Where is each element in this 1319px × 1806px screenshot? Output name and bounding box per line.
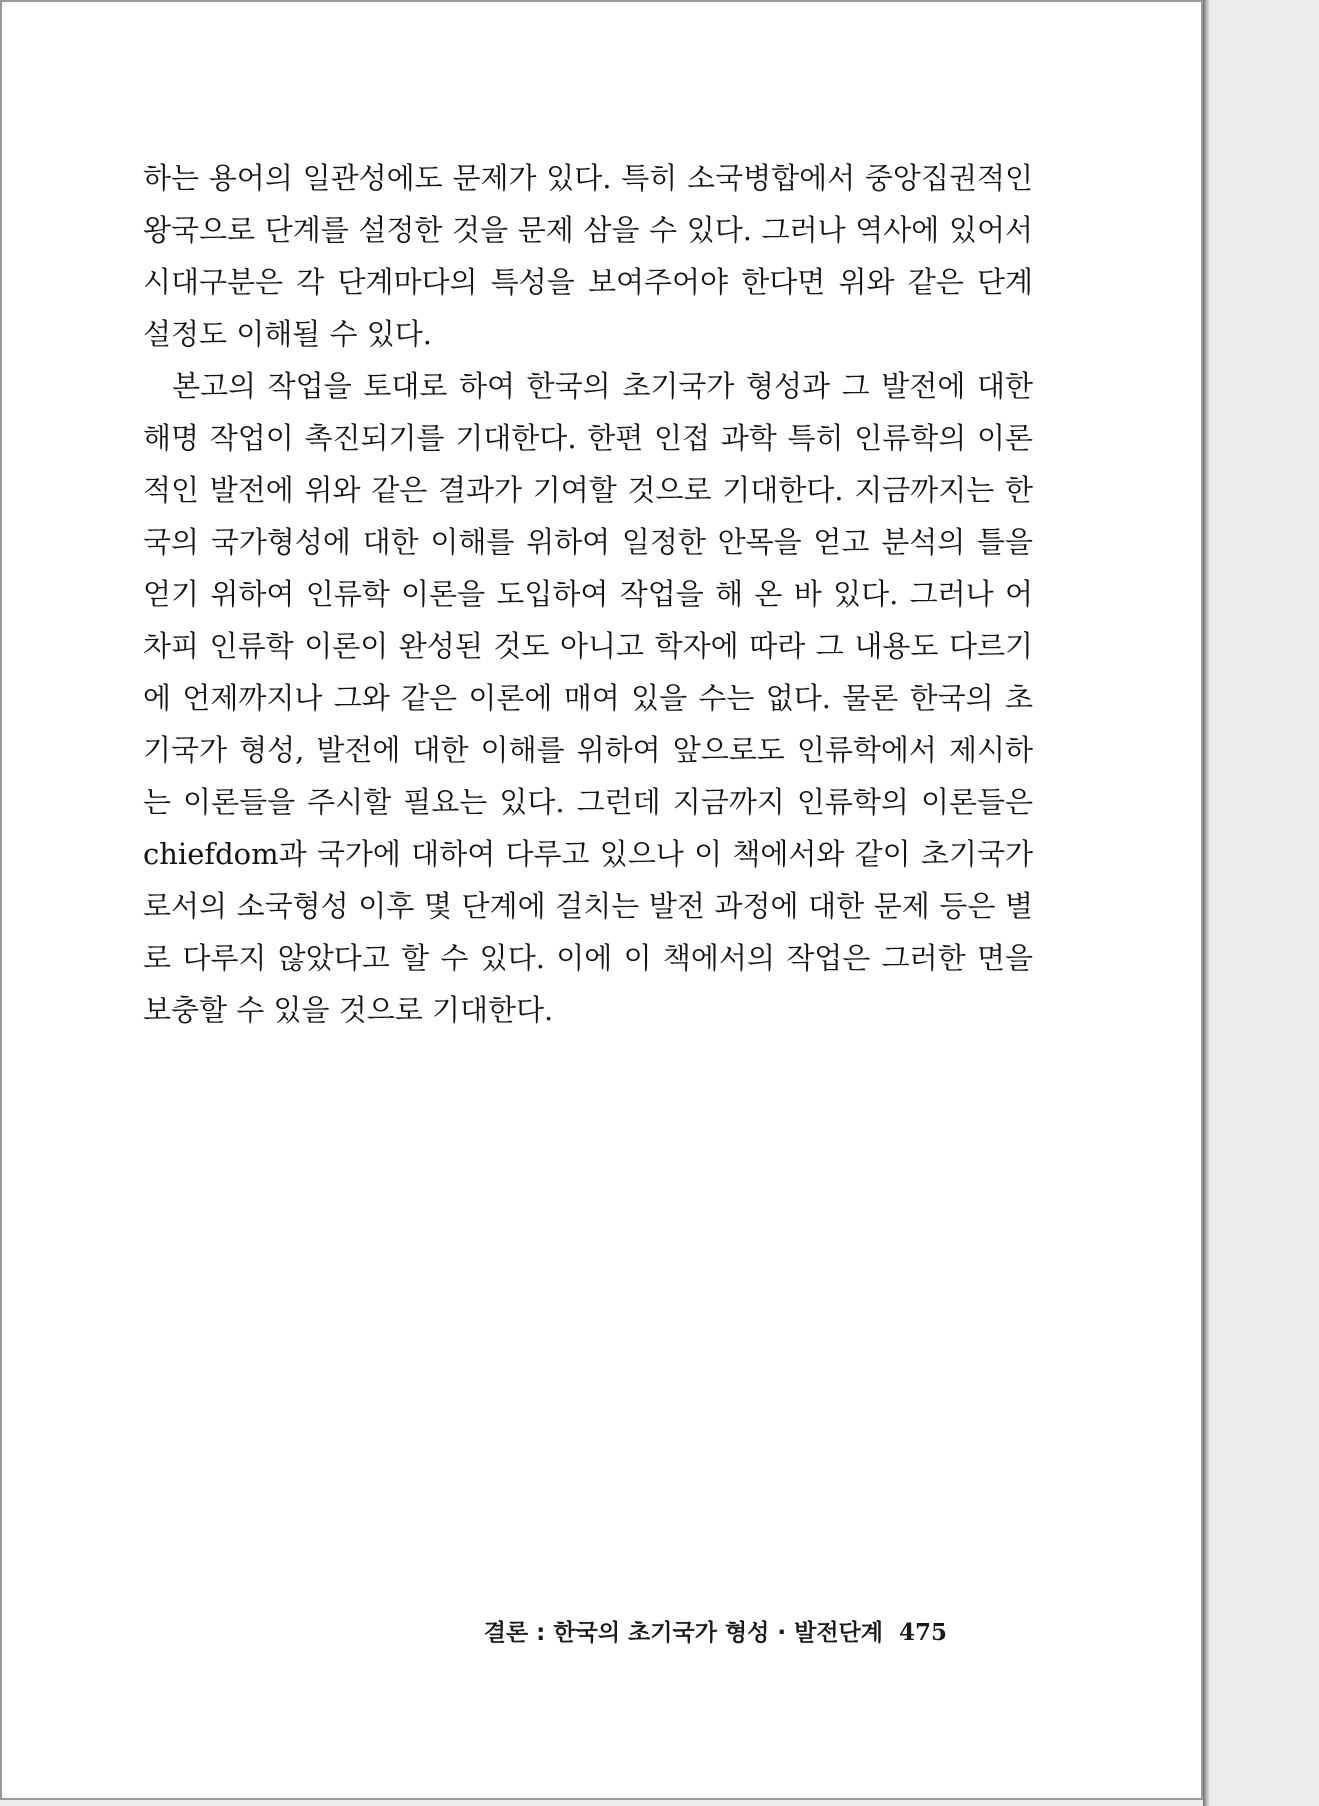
paragraph-2: 본고의 작업을 토대로 하여 한국의 초기국가 형성과 그 발전에 대한 해명 작업이 촉진되기를 기대한다. 한편 인접 과학 특히 인류학의 이론적인 발전에 위와 같은 결과가 기여할 것으로 기대한다. 지금까지는 한국의 국가형성에 대한 이해를 위하여 일정한 안목을 얻고 분석의 틀을 얻기 위하여 인류학 이론을 도입하여 작업을 해 온 바 있다. 그러나 어차피 인류학 이론이 완성된 것도 아니고 학자에 따라 그 내용도 다르기에 언제까지나 그와 같은 이론에 매여 있을 수는 없다. 물론 한국의 초기국가 형성, 발전에 대한 이해를 위하여 앞으로도 인류학에서 제시하는 이론들을 주시할 필요는 있다. 그런데 지금까지 인류학의 이론들은 chiefdom과 국가에 대하여 다루고 있으나 이 책에서와 같이 초기국가로서의 소국형성 이후 몇 단계에 걸치는 발전 과정에 대한 문제 등은 별로 다루지 않았다고 할 수 있다. 이에 이 책에서의 작업은 그러한 면을 보충할 수 있을 것으로 기대한다.	[143, 369, 1033, 1027]
paragraph-1: 하는 용어의 일관성에도 문제가 있다. 특히 소국병합에서 중앙집권적인 왕국으로 단계를 설정한 것을 문제 삼을 수 있다. 그러나 역사에 있어서 시대구분은 각 단계마다의 특성을 보여주어야 한다면 위와 같은 단계 설정도 이해될 수 있다.	[143, 161, 1033, 351]
page-edge-shadow	[1203, 0, 1209, 1806]
page-footer	[484, 1614, 947, 1647]
page-number: 475	[898, 1619, 947, 1646]
running-title: 결론 : 한국의 초기국가 형성 · 발전단계	[483, 1620, 883, 1646]
body-text	[143, 152, 1033, 1036]
